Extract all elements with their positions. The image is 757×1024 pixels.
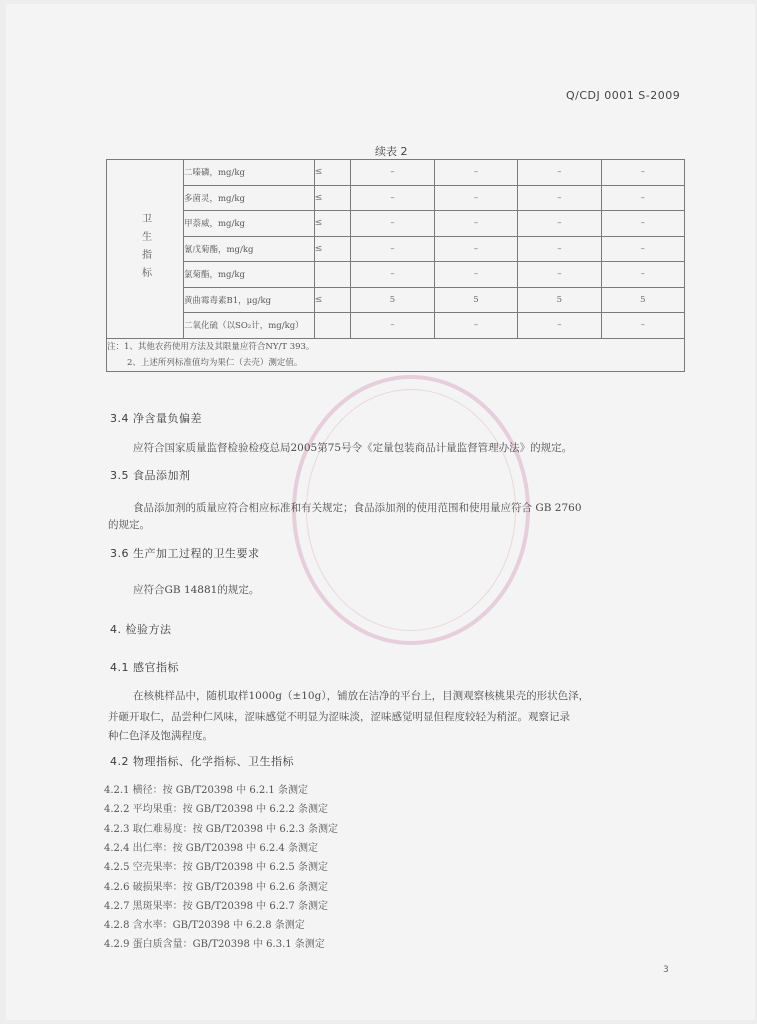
- section-3-5-body-line-2: 的规定。: [108, 519, 150, 531]
- limit-value: –: [351, 211, 434, 237]
- limit-value: –: [518, 262, 601, 288]
- limit-value: –: [351, 160, 434, 186]
- table-row: [107, 287, 685, 313]
- table-row: [107, 236, 685, 262]
- method-item: 4.2.1 横径：按 GB/T20398 中 6.2.1 条测定: [104, 785, 308, 796]
- limit-value: –: [518, 211, 601, 237]
- section-4-1-body-line-2: 并砸开取仁，品尝种仁风味，涩味感觉不明显为涩味淡，涩味感觉明显但程度较轻为稍涩。观察记录: [108, 711, 570, 723]
- limit-operator: ≤: [314, 287, 351, 313]
- item-name: 甲萘威，mg/kg: [184, 211, 315, 237]
- table-row: [107, 185, 685, 211]
- section-3-4-title: 3.4 净含量负偏差: [110, 412, 202, 425]
- section-3-6-body: 应符合GB 14881的规定。: [133, 584, 260, 596]
- limit-value: –: [351, 185, 434, 211]
- method-item: 4.2.5 空壳果率：按 GB/T20398 中 6.2.5 条测定: [104, 862, 328, 874]
- table-note-row: [107, 338, 685, 371]
- method-item: 4.2.8 含水率：GB/T20398 中 6.2.8 条测定: [104, 920, 305, 932]
- limit-value: –: [434, 236, 517, 262]
- limit-value: –: [601, 313, 684, 339]
- limit-value: –: [434, 211, 517, 237]
- limit-value: –: [518, 185, 601, 211]
- method-item: 4.2.2 平均果重：按 GB/T20398 中 6.2.2 条测定: [104, 804, 328, 816]
- item-name: 黄曲霉毒素B1，μg/kg: [184, 287, 315, 313]
- item-name: 二氧化硫（以SO₂计，mg/kg）: [184, 313, 315, 339]
- limit-value: –: [351, 236, 434, 262]
- section-3-6-title: 3.6 生产加工过程的卫生要求: [110, 547, 260, 560]
- table-row: [107, 313, 685, 339]
- limit-operator: ≤: [314, 236, 351, 262]
- item-name: 氯菊酯，mg/kg: [184, 262, 315, 288]
- limit-value: –: [518, 236, 601, 262]
- limit-operator: [314, 313, 351, 339]
- limit-operator: ≤: [314, 160, 351, 186]
- method-item: 4.2.4 出仁率：按 GB/T20398 中 6.2.4 条测定: [104, 842, 318, 854]
- item-name: 氰戊菊酯，mg/kg: [184, 236, 315, 262]
- limit-operator: ≤: [314, 185, 351, 211]
- method-item: 4.2.9 蛋白质含量：GB/T20398 中 6.3.1 条测定: [104, 939, 325, 951]
- item-name: 二嗪磷，mg/kg: [184, 160, 315, 186]
- table-note-line-2: 2、上述所列标准值均为果仁（去壳）测定值。: [127, 357, 303, 368]
- section-4-1-title: 4.1 感官指标: [110, 661, 179, 674]
- limit-value: –: [601, 185, 684, 211]
- limit-operator: [314, 262, 351, 288]
- limit-value: 5: [351, 287, 434, 313]
- table-row: [107, 160, 685, 186]
- table-note-line-1: 注：1、其他农药使用方法及其限量应符合NY/T 393。: [107, 341, 315, 352]
- limit-value: –: [601, 160, 684, 186]
- table-row: [107, 262, 685, 288]
- limit-value: –: [601, 236, 684, 262]
- limit-value: –: [601, 262, 684, 288]
- section-4-title: 4. 检验方法: [110, 623, 172, 636]
- limit-value: –: [518, 313, 601, 339]
- hygiene-indicator-table: [106, 159, 685, 372]
- limit-value: –: [434, 185, 517, 211]
- limit-value: 5: [434, 287, 517, 313]
- limit-value: –: [434, 262, 517, 288]
- limit-value: –: [601, 211, 684, 237]
- section-3-4-body: 应符合国家质量监督检验检疫总局2005第75号令《定量包装商品计量监督管理办法》的规定。: [133, 442, 573, 454]
- limit-operator: ≤: [314, 211, 351, 237]
- limit-value: –: [434, 313, 517, 339]
- page-number: 3: [663, 965, 669, 975]
- limit-value: –: [351, 262, 434, 288]
- limit-value: –: [518, 160, 601, 186]
- item-name: 多菌灵，mg/kg: [184, 185, 315, 211]
- method-item: 4.2.3 取仁难易度：按 GB/T20398 中 6.2.3 条测定: [104, 823, 338, 835]
- limit-value: 5: [601, 287, 684, 313]
- limit-value: 5: [518, 287, 601, 313]
- method-item: 4.2.6 破损果率：按 GB/T20398 中 6.2.6 条测定: [104, 881, 328, 893]
- table-note: [107, 338, 685, 371]
- section-4-1-body-line-3: 种仁色泽及饱满程度。: [108, 730, 213, 742]
- method-item: 4.2.7 黑斑果率：按 GB/T20398 中 6.2.7 条测定: [104, 900, 328, 912]
- limit-value: –: [434, 160, 517, 186]
- document-code: Q/CDJ 0001 S-2009: [566, 89, 681, 102]
- table-row: [107, 211, 685, 237]
- section-4-1-body-line-1: 在核桃样品中，随机取样1000g（±10g），铺放在洁净的平台上，目测观察核桃果壳的形状色泽，: [133, 690, 590, 702]
- category-label: 卫生指标: [107, 160, 184, 339]
- section-4-2-title: 4.2 物理指标、化学指标、卫生指标: [110, 755, 294, 768]
- section-3-5-body-line-1: 食品添加剂的质量应符合相应标准和有关规定；食品添加剂的使用范围和使用量应符合 GB 2760: [133, 502, 582, 514]
- section-3-5-title: 3.5 食品添加剂: [110, 469, 191, 482]
- limit-value: –: [351, 313, 434, 339]
- table-title: 续表 2: [375, 145, 408, 158]
